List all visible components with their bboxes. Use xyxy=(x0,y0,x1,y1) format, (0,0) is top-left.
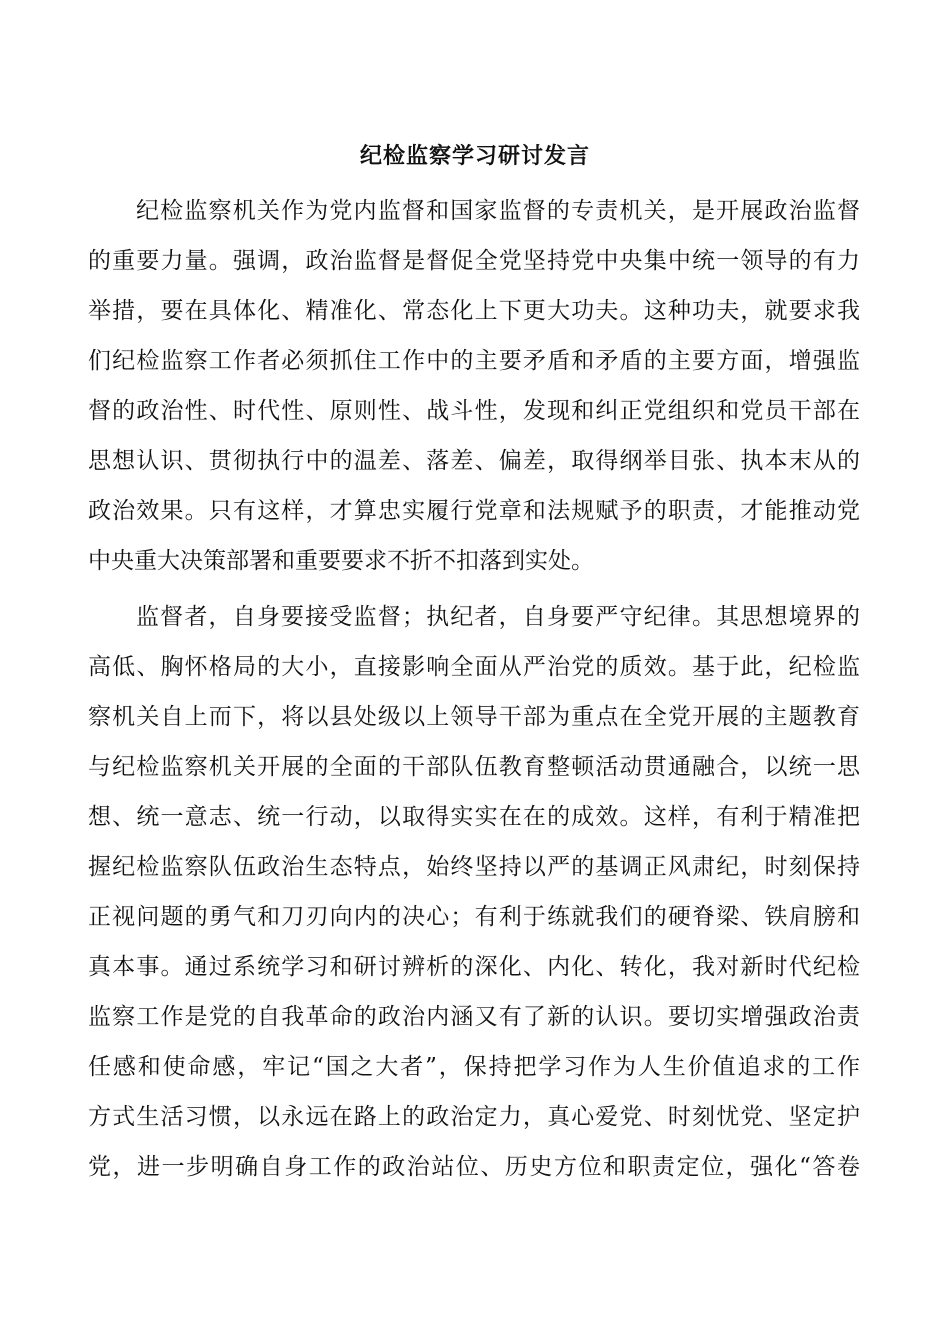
paragraph-2-line-5: 想、统一意志、统一行动，以取得实实在在的成效。这样，有利于精准把 xyxy=(88,804,860,830)
paragraph-2-line-2: 高低、胸怀格局的大小，直接影响全面从严治党的质效。基于此，纪检监 xyxy=(88,654,860,680)
paragraph-1-line-4: 们纪检监察工作者必须抓住工作中的主要矛盾和矛盾的主要方面，增强监 xyxy=(88,348,860,374)
paragraph-1-line-8: 中央重大决策部署和重要要求不折不扣落到实处。 xyxy=(88,548,594,574)
paragraph-1-line-1: 纪检监察机关作为党内监督和国家监督的专责机关，是开展政治监督 xyxy=(136,198,860,224)
paragraph-2-line-9: 监察工作是党的自我革命的政治内涵又有了新的认识。要切实增强政治责 xyxy=(88,1004,860,1030)
paragraph-1-line-5: 督的政治性、时代性、原则性、战斗性，发现和纠正党组织和党员干部在 xyxy=(88,398,860,424)
paragraph-1-line-2: 的重要力量。强调，政治监督是督促全党坚持党中央集中统一领导的有力 xyxy=(88,248,860,274)
paragraph-2-line-11: 方式生活习惯，以永远在路上的政治定力，真心爱党、时刻忧党、坚定护 xyxy=(88,1104,860,1130)
paragraph-2-line-8: 真本事。通过系统学习和研讨辨析的深化、内化、转化，我对新时代纪检 xyxy=(88,954,860,980)
paragraph-1-line-7: 政治效果。只有这样，才算忠实履行党章和法规赋予的职责，才能推动党 xyxy=(88,498,860,524)
paragraph-2-line-6: 握纪检监察队伍政治生态特点，始终坚持以严的基调正风肃纪，时刻保持 xyxy=(88,854,860,880)
document-title: 纪检监察学习研讨发言 xyxy=(359,143,590,169)
paragraph-1-line-6: 思想认识、贯彻执行中的温差、落差、偏差，取得纲举目张、执本末从的 xyxy=(88,448,860,474)
paragraph-2-line-12: 党，进一步明确自身工作的政治站位、历史方位和职责定位，强化“答卷 xyxy=(88,1154,860,1180)
paragraph-1-line-3: 举措，要在具体化、精准化、常态化上下更大功夫。这种功夫，就要求我 xyxy=(88,298,860,324)
paragraph-2-line-1: 监督者，自身要接受监督；执纪者，自身要严守纪律。其思想境界的 xyxy=(136,604,860,630)
paragraph-2-line-4: 与纪检监察机关开展的全面的干部队伍教育整顿活动贯通融合，以统一思 xyxy=(88,754,860,780)
paragraph-2-line-7: 正视问题的勇气和刀刃向内的决心；有利于练就我们的硬脊梁、铁肩膀和 xyxy=(88,904,860,930)
paragraph-2-line-10: 任感和使命感，牢记“国之大者”，保持把学习作为人生价值追求的工作 xyxy=(88,1054,860,1080)
paragraph-2-line-3: 察机关自上而下，将以县处级以上领导干部为重点在全党开展的主题教育 xyxy=(88,704,860,730)
